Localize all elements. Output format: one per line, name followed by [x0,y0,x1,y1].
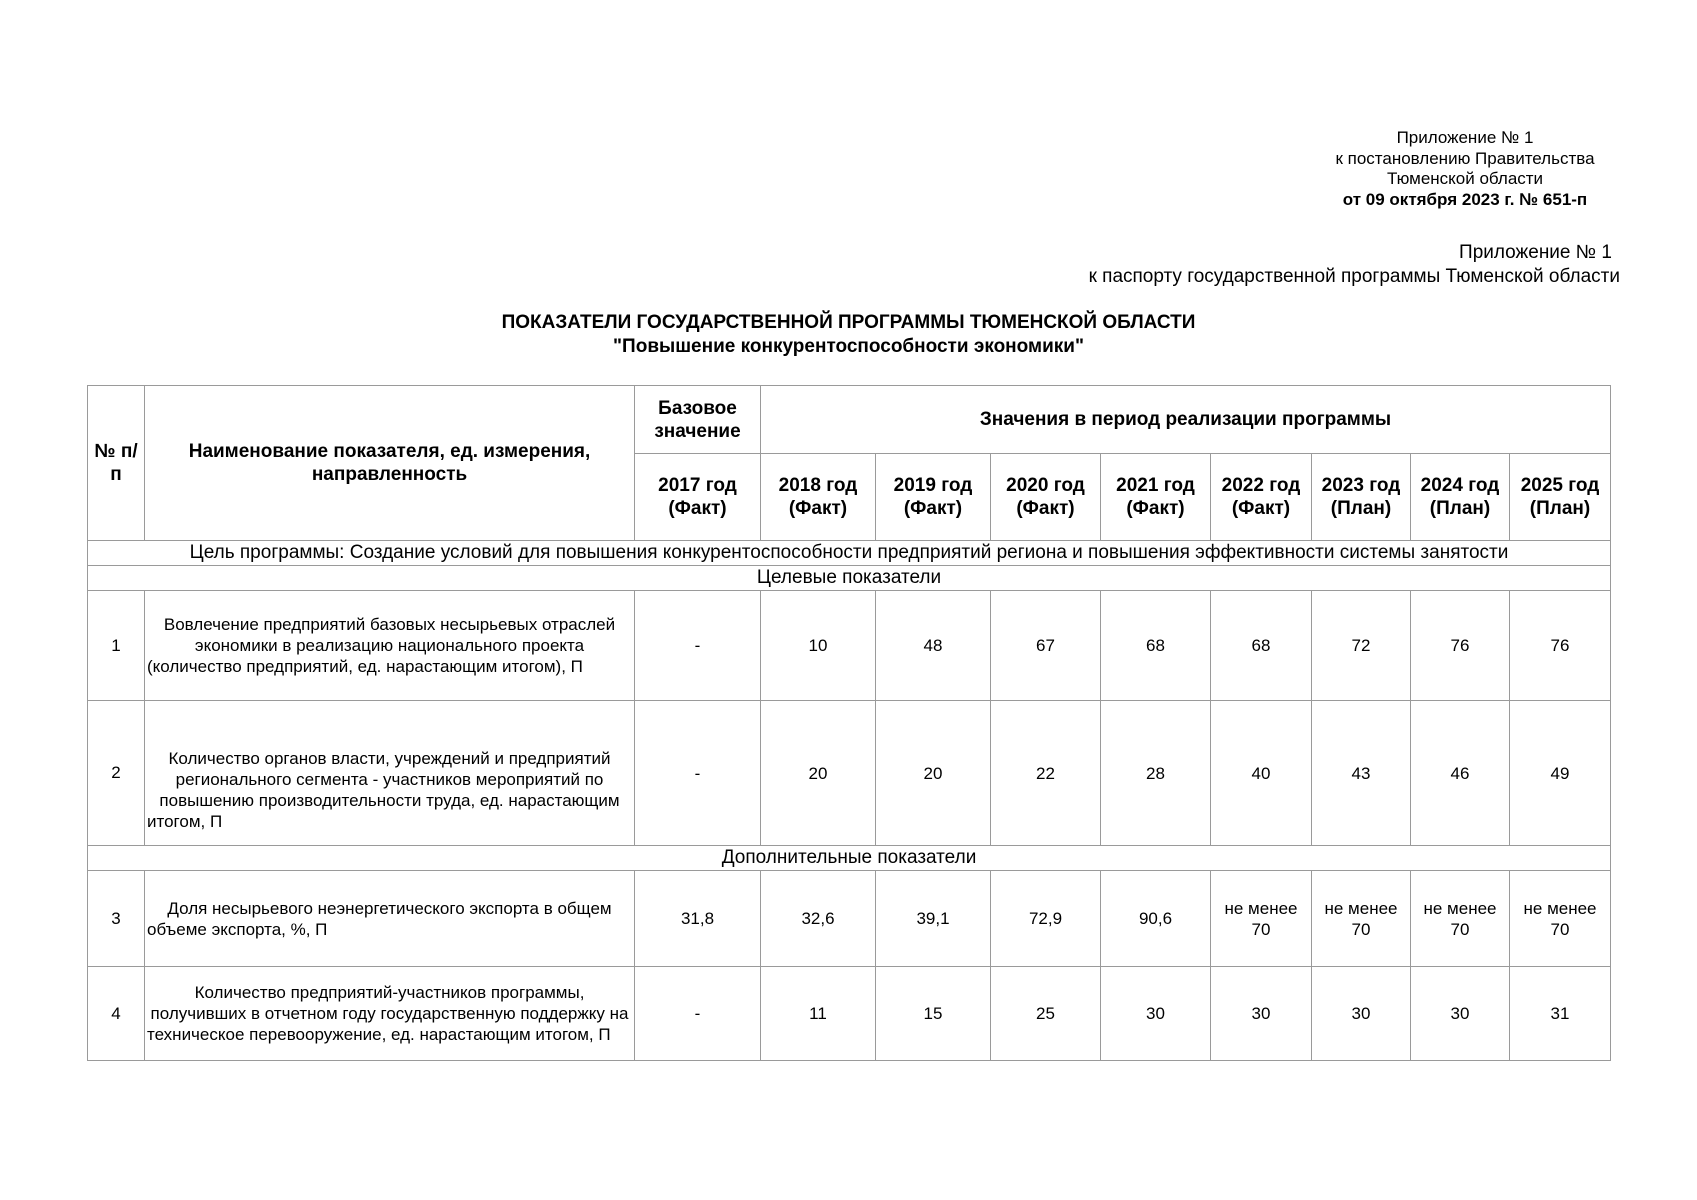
header-year-2017: 2017 год (Факт) [635,454,761,541]
row-value: 76 [1411,591,1510,701]
program-goal: Цель программы: Создание условий для повышения конкурентоспособности предприятий региона и повышения эффективности системы занятости [88,541,1611,566]
appendix-passport-line1: Приложение № 1 [1459,242,1612,263]
row-indicator-name: Количество органов власти, учреждений и предприятий регионального сегмента - участников мероприятий по повышению производительности труда, ед. нарастающим итогом, П [145,701,635,846]
table-row [88,591,1611,701]
header-year-2025: 2025 год (План) [1510,454,1611,541]
row-value: 30 [1101,967,1211,1061]
row-value: 68 [1101,591,1211,701]
header-year-2022: 2022 год (Факт) [1211,454,1312,541]
document-title [0,311,1697,359]
row-value: 28 [1101,701,1211,846]
row-value: 25 [991,967,1101,1061]
header-year-2023: 2023 год (План) [1312,454,1411,541]
row-value: 20 [761,701,876,846]
title-line2: "Повышение конкурентоспособности экономики" [613,336,1084,357]
row-value: 31,8 [635,871,761,967]
row-value: 43 [1312,701,1411,846]
row-value: 48 [876,591,991,701]
row-value: не менее 70 [1411,871,1510,967]
section-target-indicators: Целевые показатели [88,566,1611,591]
row-value: 67 [991,591,1101,701]
appendix-decree-line2: к постановлению Правительства [1335,148,1595,168]
header-year-2018: 2018 год (Факт) [761,454,876,541]
appendix-passport-line2: к паспорту государственной программы Тюменской области [1088,266,1620,287]
row-indicator-name: Количество предприятий-участников программы, получивших в отчетном году государственную поддержку на техническое перевооружение, ед. нарастающим итогом, П [145,967,635,1061]
row-value: 10 [761,591,876,701]
row-indicator-name: Вовлечение предприятий базовых несырьевых отраслей экономики в реализацию национального проекта (количество предприятий, ед. нарастающим итогом), П [145,591,635,701]
header-name: Наименование показателя, ед. измерения, направленность [145,386,635,541]
row-value: 40 [1211,701,1312,846]
indicators-table [87,385,1611,1061]
table-row [88,871,1611,967]
row-num: 1 [88,591,145,701]
header-year-2020: 2020 год (Факт) [991,454,1101,541]
row-value: 49 [1510,701,1611,846]
row-value: 68 [1211,591,1312,701]
table-row [88,701,1611,846]
row-num: 2 [88,701,145,846]
section-row-additional [88,846,1611,871]
row-value: 11 [761,967,876,1061]
header-period: Значения в период реализации программы [761,386,1611,454]
section-row-target [88,566,1611,591]
header-row-top [88,386,1611,454]
appendix-passport-block [900,241,1620,289]
row-value: - [635,967,761,1061]
row-value: не менее 70 [1312,871,1411,967]
row-value: 31 [1510,967,1611,1061]
row-num: 4 [88,967,145,1061]
row-value: 32,6 [761,871,876,967]
row-value: не менее 70 [1510,871,1611,967]
row-value: 20 [876,701,991,846]
row-value: - [635,591,761,701]
header-base: Базовое значение [635,386,761,454]
row-value: 76 [1510,591,1611,701]
row-value: 15 [876,967,991,1061]
table-row [88,967,1611,1061]
section-additional-indicators: Дополнительные показатели [88,846,1611,871]
appendix-decree-block [1250,128,1680,210]
row-indicator-name: Доля несырьевого неэнергетического экспорта в общем объеме экспорта, %, П [145,871,635,967]
goal-row [88,541,1611,566]
row-value: 30 [1211,967,1312,1061]
row-num: 3 [88,871,145,967]
row-value: 90,6 [1101,871,1211,967]
header-num: № п/п [88,386,145,541]
row-value: - [635,701,761,846]
header-year-2019: 2019 год (Факт) [876,454,991,541]
header-year-2024: 2024 год (План) [1411,454,1510,541]
appendix-decree-line3: Тюменской области [1386,169,1544,188]
row-value: 22 [991,701,1101,846]
row-value: 46 [1411,701,1510,846]
row-value: 30 [1411,967,1510,1061]
appendix-decree-line1: Приложение № 1 [1396,128,1534,147]
row-value: 72,9 [991,871,1101,967]
row-value: 72 [1312,591,1411,701]
title-line1: ПОКАЗАТЕЛИ ГОСУДАРСТВЕННОЙ ПРОГРАММЫ ТЮМЕНСКОЙ ОБЛАСТИ [501,312,1196,333]
appendix-decree-date: от 09 октября 2023 г. № 651-п [1342,189,1588,209]
row-value: 30 [1312,967,1411,1061]
row-value: не менее 70 [1211,871,1312,967]
header-year-2021: 2021 год (Факт) [1101,454,1211,541]
row-value: 39,1 [876,871,991,967]
